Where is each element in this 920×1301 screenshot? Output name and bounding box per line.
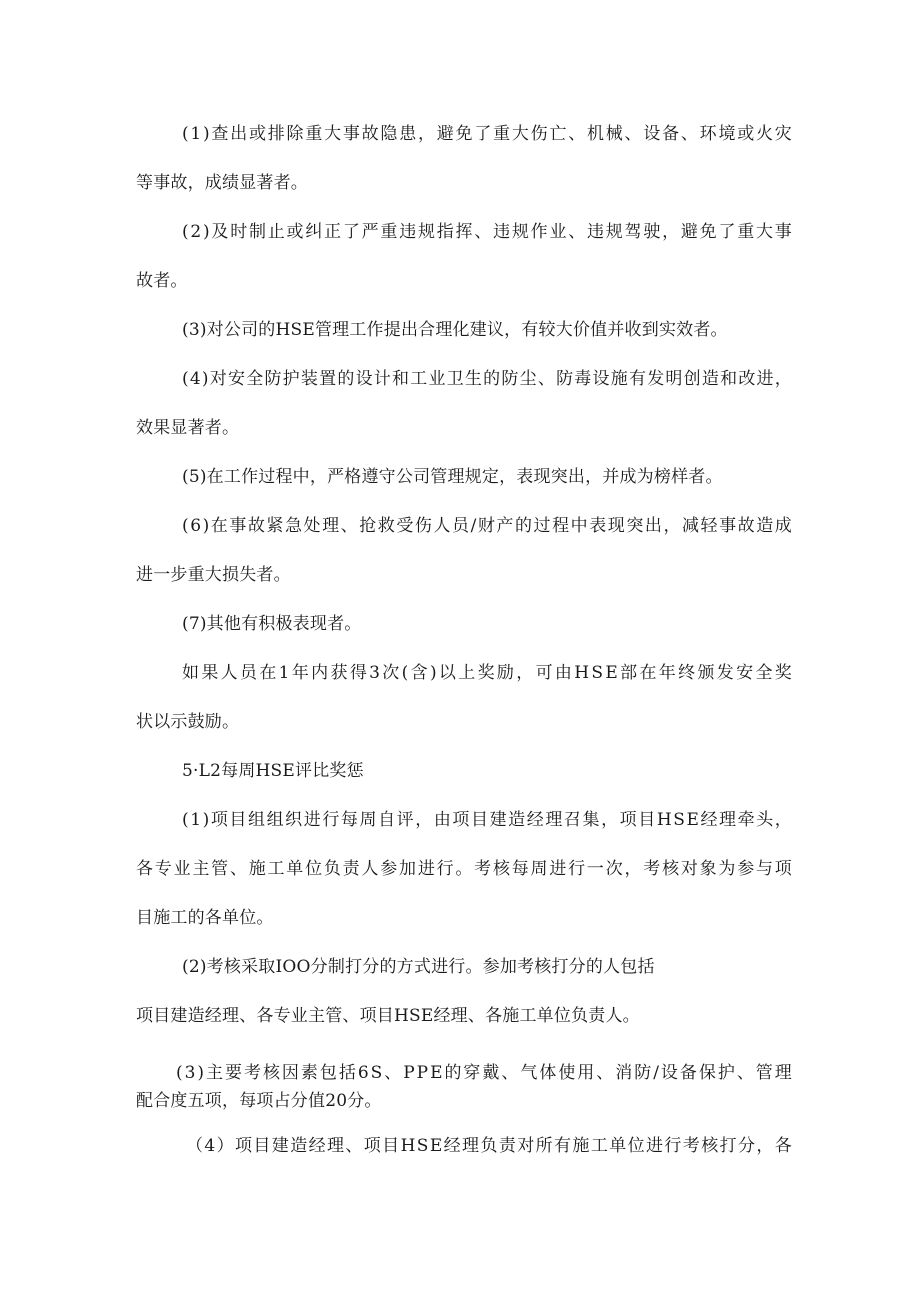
paragraph-8-line-2: 状以示鼓励。 bbox=[136, 712, 240, 732]
paragraph-2-line-1: (2)及时制止或纠正了严重违规指挥、违规作业、违规驾驶，避免了重大事 bbox=[182, 222, 794, 242]
paragraph-5-line-1: (5)在工作过程中，严格遵守公司管理规定，表现突出，并成为榜样者。 bbox=[182, 467, 723, 487]
paragraph-6-line-2: 进一步重大损失者。 bbox=[136, 565, 291, 585]
paragraph-10-line-1: (2)考核采取IOO分制打分的方式进行。参加考核打分的人包括 bbox=[182, 957, 655, 977]
paragraph-1-line-2: 等事故，成绩显著者。 bbox=[136, 173, 308, 193]
paragraph-11-line-2: 配合度五项，每项占分值20分。 bbox=[136, 1091, 382, 1111]
paragraph-4-line-1: (4)对安全防护装置的设计和工业卫生的防尘、防毒设施有发明创造和改进， bbox=[182, 369, 794, 389]
paragraph-11-line-1: (3)主要考核因素包括6S、PPE的穿戴、气体使用、消防/设备保护、管理 bbox=[176, 1063, 794, 1083]
paragraph-9-line-2: 各专业主管、施工单位负责人参加进行。考核每周进行一次，考核对象为参与项 bbox=[136, 859, 794, 879]
paragraph-6-line-1: (6)在事故紧急处理、抢救受伤人员/财产的过程中表现突出，减轻事故造成 bbox=[182, 516, 794, 536]
paragraph-3-line-1: (3)对公司的HSE管理工作提出合理化建议，有较大价值并收到实效者。 bbox=[182, 320, 728, 340]
paragraph-1-line-1: (1)查出或排除重大事故隐患，避免了重大伤亡、机械、设备、环境或火灾 bbox=[182, 124, 794, 144]
paragraph-12-line-1: （4）项目建造经理、项目HSE经理负责对所有施工单位进行考核打分，各 bbox=[186, 1136, 794, 1156]
paragraph-2-line-2: 故者。 bbox=[136, 271, 188, 291]
paragraph-9-line-1: (1)项目组组织进行每周自评，由项目建造经理召集，项目HSE经理牵头， bbox=[182, 810, 794, 830]
section-heading: 5·L2每周HSE评比奖惩 bbox=[182, 761, 364, 781]
paragraph-10-line-2: 项目建造经理、各专业主管、项目HSE经理、各施工单位负责人。 bbox=[136, 1006, 640, 1026]
paragraph-8-line-1: 如果人员在1年内获得3次(含)以上奖励，可由HSE部在年终颁发安全奖 bbox=[182, 663, 795, 683]
paragraph-7-line-1: (7)其他有积极表现者。 bbox=[182, 614, 362, 634]
paragraph-9-line-3: 目施工的各单位。 bbox=[136, 908, 274, 928]
paragraph-4-line-2: 效果显著者。 bbox=[136, 418, 240, 438]
